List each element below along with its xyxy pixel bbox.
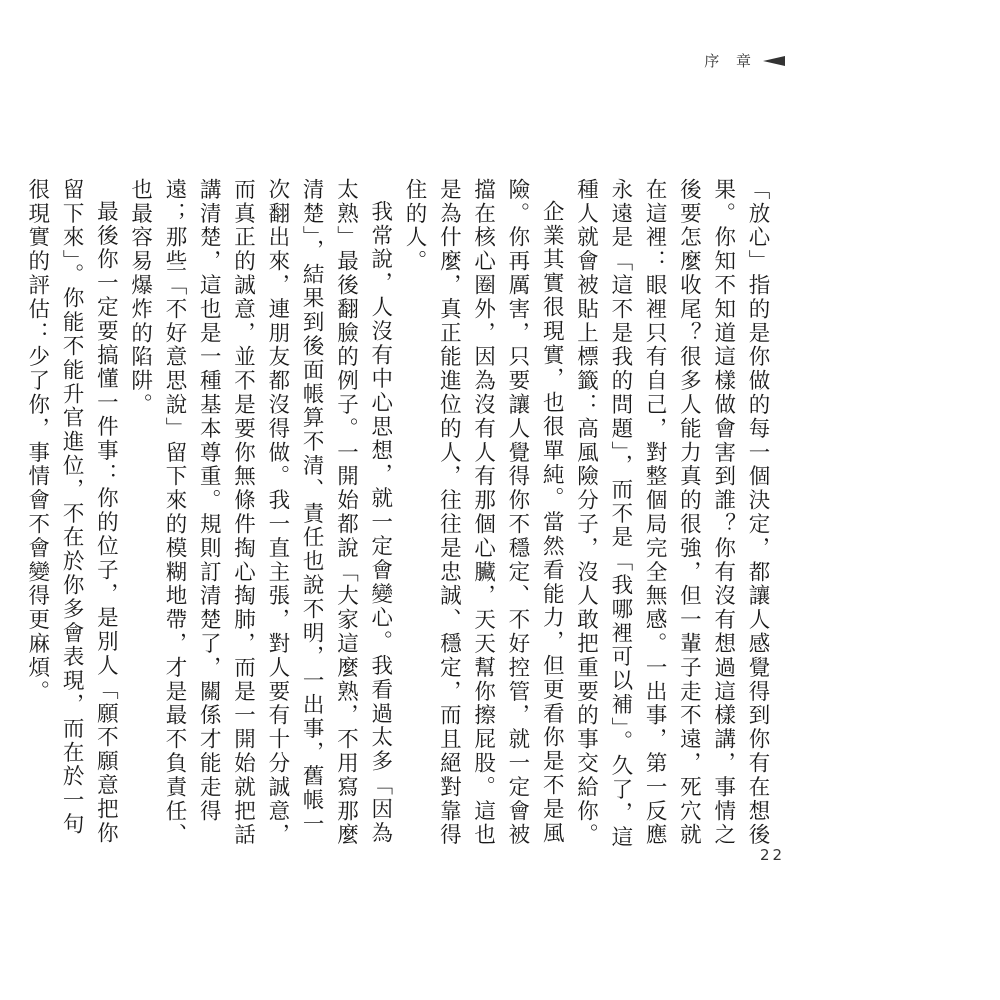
page-number: 22 — [760, 846, 786, 864]
running-head — [704, 50, 785, 71]
triangle-marker-icon — [763, 56, 785, 66]
paragraph-3: 我常說，人沒有中心思想，就一定會變心。我看過太多「因為太熟」最後翻臉的例子。一開始都說「大家這麼熟，不用寫那麼清楚」，結果到後面帳算不清、責任也說不明，一出事，舊帳一次翻出來，連朋友都沒得做。我一直主張，對人要有十分誠意，而真正的誠意，並不是要你無條件掏心掏肺，而是一開始就把話講清楚，這也是一種基本尊重。規則訂清楚了，關係才能走得遠；那些「不好意思說」留下來的模糊地帶，才是最不負責任、也最容易爆炸的陷阱。 — [127, 178, 393, 848]
body-text — [19, 178, 774, 854]
paragraph-1: 「放心」指的是你做的每一個決定，都讓人感覺得到你有在想後果。你知不知道這樣做會害到誰？你有沒有想過這樣講，事情之後要怎麼收尾？很多人能力真的很強，但一輩子走不遠，死穴就在這裡：眼裡只有自己，對整個局完全無感。一出事，第一反應永遠是「這不是我的問題」，而不是「我哪裡可以補」。久了，這種人就會被貼上標籤：高風險分子，沒人敢把重要的事交給你。 — [573, 178, 770, 850]
chapter-title: 序 章 — [704, 52, 757, 70]
paragraph-4: 最後你一定要搞懂一件事：你的位子，是別人「願不願意把你留下來」。你能不能升官進位，不在於你多會表現，而在於一句很現實的評估：少了你，事情會不會變得更麻煩。 — [24, 178, 119, 845]
paragraph-2: 企業其實很現實，也很單純。當然看能力，但更看你是不是風險。你再厲害，只要讓人覺得你不穩定、不好控管，就一定會被擋在核心圈外，因為沒有人有那個心臟，天天幫你擦屁股。這也是為什麼，真正能進位的人，往往是忠誠、穩定，而且絕對靠得住的人。 — [402, 178, 565, 848]
